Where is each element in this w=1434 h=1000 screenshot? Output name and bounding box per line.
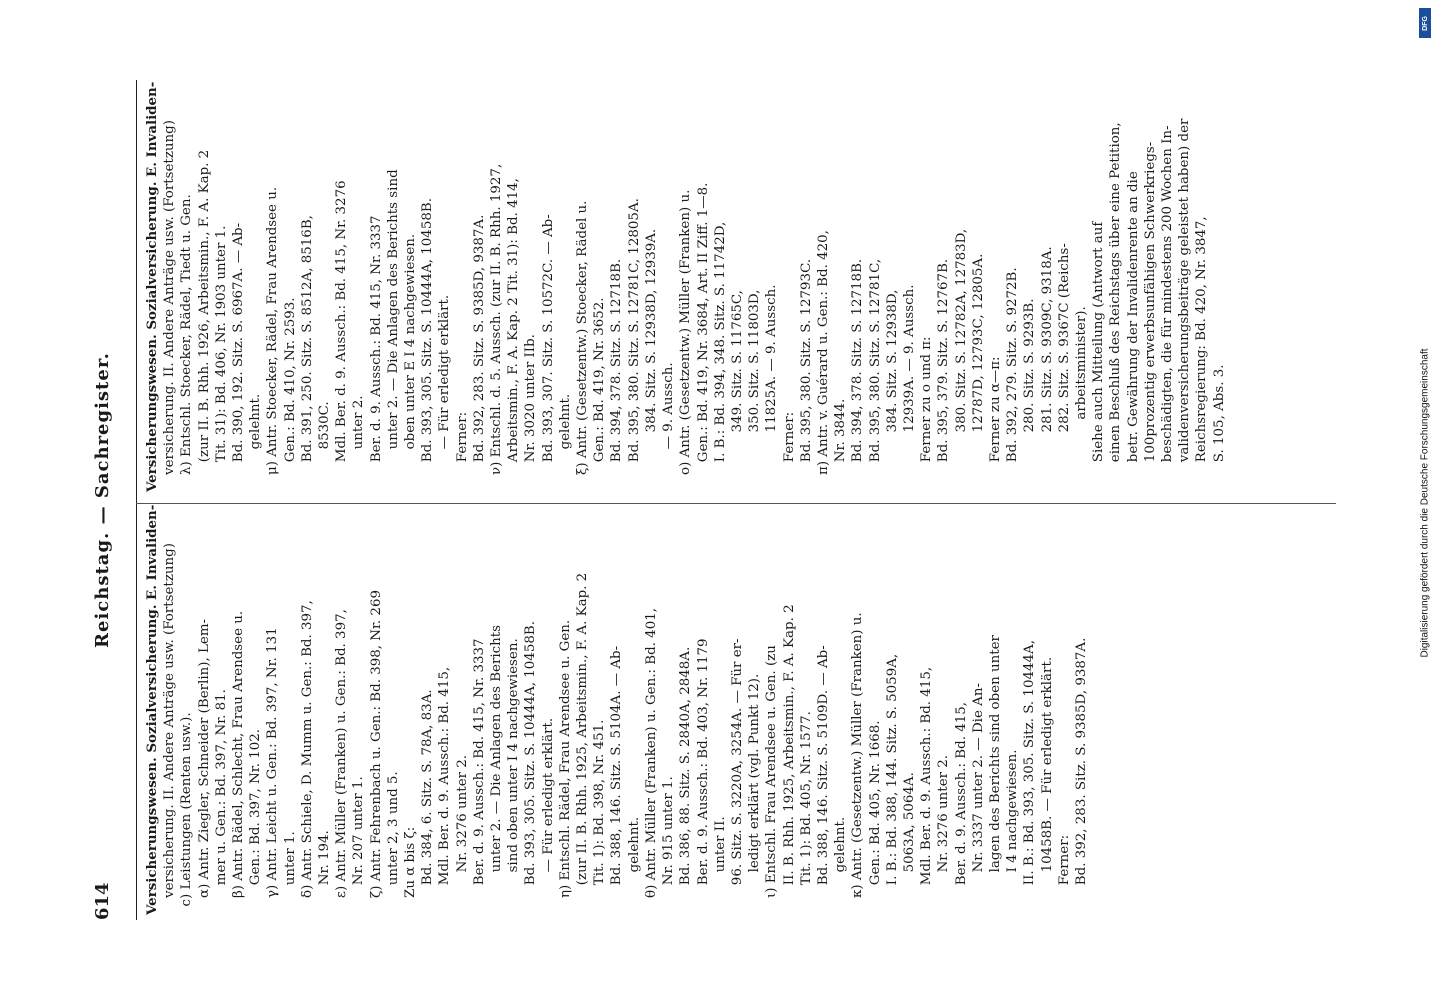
register-line: unter 1. [282, 831, 298, 915]
register-line: — Für erledigt erklärt. [540, 717, 556, 915]
register-line: (zur II. B. Rhh. 1925, Arbeitsmin., F. A. Kap. 2 [575, 572, 591, 915]
running-head [92, 80, 122, 920]
column-divider [136, 503, 1336, 504]
register-line: Bd. 386, 88. Sitz. S. 2840A, 2848A. [678, 646, 694, 915]
register-line: Ferner: [1056, 834, 1072, 915]
register-line: ι) Entschl. Frau Arendsee u. Gen. (zu [764, 645, 780, 915]
register-line: unter 2. — Die Anlagen des Berichts sind [385, 169, 401, 492]
register-line: II. B.: Bd. 393, 305. Sitz. S. 10444A, [1022, 640, 1038, 915]
register-line: Nr. 3020 unter IIb. [523, 334, 539, 492]
register-line: Ferner zu ο und π: [919, 336, 935, 492]
register-line: Bd. 392, 283. Sitz. S. 9385D, 9387A. [1073, 637, 1089, 915]
register-line: Nr. 915 unter 1. [661, 776, 677, 915]
register-line: Gen.: Bd. 419, Nr. 3652. [592, 297, 608, 492]
register-line: Gen.: Bd. 419, Nr. 3684, Art. II Ziff. 1—8. [695, 182, 711, 492]
register-line: I. B.: Bd. 394, 348. Sitz. S. 11742D, [712, 221, 728, 492]
register-line: unter 2. [351, 395, 367, 492]
register-line: Bd. 392, 283. Sitz. S. 9385D, 9387A. [471, 214, 487, 492]
register-line: Bd. 393, 305. Sitz. S. 10444A, 10458B. [523, 621, 539, 915]
register-line: Ber. d. 9. Aussch.: Bd. 415, Nr. 3337 [368, 215, 384, 492]
register-line: validenversicherungsbeiträge geleistet haben) der [1177, 118, 1193, 492]
right-column [144, 81, 1228, 492]
register-line: Mdl. Ber. d. 9. Aussch.: Bd. 415, Nr. 3276 [334, 180, 350, 492]
register-line: c) Leistungen (Renten usw.). [179, 712, 195, 915]
register-line: ζ) Antr. Fehrenbach u. Gen.: Bd. 398, Nr. 269 [368, 590, 384, 915]
register-line: Bd. 388, 146. Sitz. S. 5104A. — Ab- [609, 645, 625, 915]
register-line: Ferner zu α—π: [987, 356, 1003, 492]
register-line: μ) Antr. Stoecker, Rädel, Frau Arendsee u. [265, 186, 281, 492]
register-line: Bd. 395, 379. Sitz. S. 12767B. [936, 258, 952, 492]
register-line: Nr. 3276 unter 2. [936, 754, 952, 915]
register-line: unter 2. — Die Anlagen des Berichts [489, 624, 505, 915]
register-line: versicherung. II. Andere Anträge usw. (Fortsetzung) [162, 120, 178, 492]
register-line: Versicherungswesen. Sozialversicherung. E. Invaliden- [144, 504, 160, 915]
register-line: gelehnt. [557, 393, 573, 492]
running-title: Reichstag. — Sachregister. [92, 352, 113, 648]
register-line: unter II. [712, 816, 728, 915]
register-line: Gen.: Bd. 397, Nr. 102. [248, 728, 264, 915]
register-line: γ) Antr. Leicht u. Gen.: Bd. 397, Nr. 131 [265, 627, 281, 915]
register-line: Zu α bis ζ: [403, 826, 419, 915]
register-line: 380. Sitz. S. 12782A, 12783D, [953, 228, 969, 492]
register-line: Bd. 395, 380. Sitz. S. 12781C, [867, 258, 883, 492]
register-line: 11825A. — 9. Aussch. [764, 284, 780, 492]
register-line: 12787D, 12793C, 12805A. [970, 253, 986, 492]
register-line: Bd. 384, 6. Sitz. S. 78A, 83A. [420, 689, 436, 915]
register-line: ledigt erklärt (vgl. Punkt 12). [747, 673, 763, 915]
register-line: Bd. 395, 380. Sitz. S. 12781C, 12805A. [626, 198, 642, 492]
register-line: ν) Entschl. d. 5. Aussch. (zur II. B. Rhh. 1927, [489, 163, 505, 492]
register-line: θ) Antr. Müller (Franken) u. Gen.: Bd. 401, [643, 608, 659, 915]
register-line: Bd. 392, 279. Sitz. S. 9272B. [1005, 267, 1021, 492]
register-line: einen Beschluß des Reichstags über eine Petition, [1108, 122, 1124, 492]
register-line: Bd. 394, 378. Sitz. S. 12718B. [609, 258, 625, 492]
register-line: 10458B. — Für erledigt erklärt. [1039, 656, 1055, 915]
register-line: mer u. Gen.: Bd. 397, Nr. 81. [213, 689, 229, 915]
register-line: gelehnt. [833, 816, 849, 915]
register-line: Gen.: Bd. 410, Nr. 2593. [282, 297, 298, 492]
register-line: 281. Sitz. S. 9309C, 9318A. [1039, 246, 1055, 492]
register-line: — Für erledigt erklärt. [437, 294, 453, 492]
register-line: Gen.: Bd. 405, Nr. 1668. [867, 720, 883, 915]
register-line: lagen des Berichts sind oben unter [987, 635, 1003, 915]
register-line: Nr. 3337 unter 2. — Die An- [970, 683, 986, 915]
register-line: 5063A, 5064A. [901, 772, 917, 915]
register-line: Reichsregierung: Bd. 420, Nr. 3847, [1194, 216, 1210, 492]
page-number: 614 [92, 882, 113, 920]
left-column [144, 504, 1090, 915]
register-line: λ) Entschl. Stoecker, Rädel, Tiedt u. Gen. [179, 194, 195, 492]
register-line: (zur II. B. Rhh. 1926, Arbeitsmin., F. A. Kap. 2 [196, 149, 212, 492]
register-line: Bd. 393, 305. Sitz. S. 10444A, 10458B. [420, 198, 436, 492]
register-line: 96. Sitz. S. 3220A, 3254A. — Für er- [729, 638, 745, 915]
register-line: betr. Gewährung der Invalidenrente an die [1125, 171, 1141, 492]
register-line: Mdl. Ber. d. 9. Aussch.: Bd. 415, [437, 666, 453, 915]
register-line: beschädigten, die für mindestens 200 Wochen In- [1159, 125, 1175, 492]
register-line: Bd. 395, 380. Sitz. S. 12793C. [798, 258, 814, 492]
register-line: Bd. 390, 192. Sitz. S. 6967A. — Ab- [231, 222, 247, 492]
register-line: ξ) Antr. (Gesetzentw.) Stoecker, Rädel u. [575, 200, 591, 492]
register-line: unter 2, 3 und 5. [385, 771, 401, 915]
register-line: 282. Sitz. S. 9367C (Reichs- [1056, 243, 1072, 492]
digitization-note-text: Digitalisierung gefördert durch die Deutsche Forschungsgemeinschaft [1419, 347, 1431, 658]
register-line: 12939A. — 9. Aussch. [901, 284, 917, 492]
register-line: Tit. 1): Bd. 405, Nr. 1577. [798, 711, 814, 915]
register-line: 349. Sitz. S. 11765C, [729, 290, 745, 492]
register-line: Ber. d. 9. Aussch.: Bd. 403, Nr. 1179 [695, 638, 711, 915]
register-line: κ) Antr. (Gesetzentw.) Müller (Franken) u. [850, 612, 866, 915]
register-line: Bd. 388, 146. Sitz. S. 5109D. — Ab- [815, 645, 831, 915]
register-line: β) Antr. Rädel, Schlecht, Frau Arendsee u. [231, 610, 247, 915]
register-line: I 4 nachgewiesen. [1005, 749, 1021, 915]
register-line: Nr. 194. [317, 830, 333, 915]
register-line: 384. Sitz. S. 12938D, [884, 289, 900, 492]
register-line: gelehnt. [248, 393, 264, 492]
register-line: Bd. 394, 378. Sitz. S. 12718B. [850, 258, 866, 492]
register-line: I. B.: Bd. 388, 144. Sitz. S. 5059A, [884, 653, 900, 915]
header-rule [136, 80, 137, 920]
register-line: sind oben unter I 4 nachgewiesen. [506, 638, 522, 915]
register-line: Nr. 207 unter 1. [351, 776, 367, 915]
register-line: 280. Sitz. S. 9293B. [1022, 298, 1038, 492]
register-line: Mdl. Ber. d. 9. Aussch.: Bd. 415, [919, 666, 935, 915]
register-line: oben unter E I 4 nachgewiesen. [403, 233, 419, 492]
dfg-logo-text: DFG [1421, 15, 1429, 31]
register-line: Versicherungswesen. Sozialversicherung. E. Invaliden- [144, 81, 160, 492]
register-line: Nr. 3844. [833, 398, 849, 492]
register-line: Tit. 31): Bd. 406, Nr. 1903 unter 1. [213, 225, 229, 492]
register-line: S. 105, Abs. 3. [1211, 364, 1227, 492]
register-line: π) Antr. v. Guérard u. Gen.: Bd. 420, [815, 230, 831, 492]
register-line: Ferner: [454, 411, 470, 492]
register-line: — 9. Aussch. [661, 362, 677, 492]
register-line: 100prozentig erwerbsunfähigen Schwerkriegs- [1142, 141, 1158, 492]
register-line: 350. Sitz. S. 11803D, [747, 289, 763, 492]
register-line: gelehnt. [626, 816, 642, 915]
register-line: versicherung. II. Andere Anträge usw. (Fortsetzung) [162, 543, 178, 915]
register-line: Ferner: [781, 411, 797, 492]
register-line: Bd. 391, 250. Sitz. S. 8512A, 8516B, [299, 215, 315, 492]
register-line: Tit. 1): Bd. 398, Nr. 451. [592, 719, 608, 915]
register-line: Ber. d. 9. Aussch.: Bd. 415, Nr. 3337 [471, 638, 487, 915]
register-line: ε) Antr. Müller (Franken) u. Gen.: Bd. 397, [334, 609, 350, 915]
register-line: arbeitsminister). [1073, 306, 1089, 492]
register-line: δ) Antr. Schiele, D. Mumm u. Gen.: Bd. 397, [299, 600, 315, 915]
register-line: II. B. Rhh. 1925, Arbeitsmin., F. A. Kap. 2 [781, 604, 797, 915]
register-line: Arbeitsmin., F. A. Kap. 2 Tit. 31): Bd. 414, [506, 178, 522, 492]
register-line: ο) Antr. (Gesetzentw.) Müller (Franken) u. [678, 189, 694, 492]
register-line: η) Entschl. Rädel, Frau Arendsee u. Gen. [557, 619, 573, 915]
register-line: 384. Sitz. S. 12938D, 12939A. [643, 228, 659, 492]
register-line: Siehe auch Mitteilung (Antwort auf [1091, 221, 1107, 492]
register-line: Bd. 393, 307. Sitz. S. 10572C. — Ab- [540, 214, 556, 492]
register-line: Ber. d. 9. Aussch.: Bd. 415, [953, 701, 969, 915]
register-line: Nr. 3276 unter 2. [454, 754, 470, 915]
register-line: α) Antr. Ziegler, Schneider (Berlin), Lem- [196, 618, 212, 915]
digitization-note [1418, 10, 1432, 995]
register-line: 8530C. [317, 401, 333, 492]
